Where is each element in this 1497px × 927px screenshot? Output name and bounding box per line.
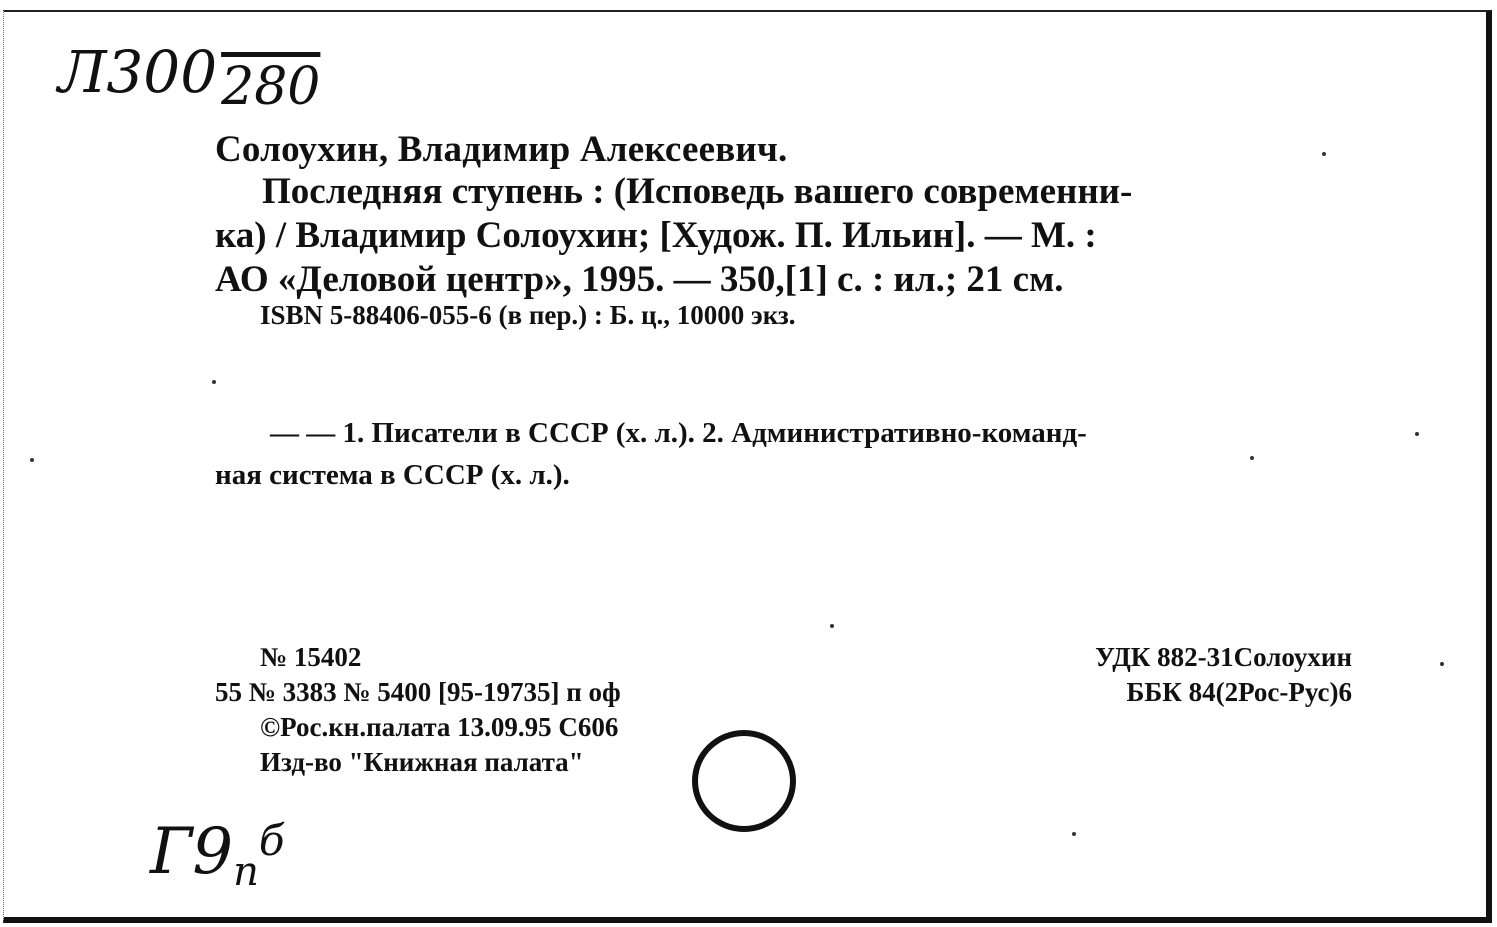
udk-code: УДК 882-31Солоухин [1095,642,1352,672]
description-line-1: Последняя ступень : (Исповедь вашего современни- [262,171,1133,212]
scan-speck [830,624,834,628]
imprint-copyright: ©Рос.кн.палата 13.09.95 С606 [260,712,619,742]
scan-speck [1072,832,1076,836]
classification-block [1095,640,1352,710]
bibliographic-description [215,170,1365,302]
scan-speck [30,458,34,462]
scan-speck [1322,152,1326,156]
subject-headings [215,412,1360,496]
isbn-line: ISBN 5-88406-055-6 (в пер.) : Б. ц., 10000 экз. [260,300,796,330]
scan-speck [1440,662,1444,666]
subject-line-2: ная система в СССР (х. л.). [215,459,570,491]
ink-circle-mark [692,730,796,832]
handwritten-code-bottom-sub: п [233,849,259,895]
imprint-order-numbers: № 3383 № 5400 [95-19735] п оф [248,677,621,707]
description-line-2: ка) / Владимир Солоухин; [Худож. П. Ильин]. — М. : [215,215,1097,256]
handwritten-code-bottom-sup: б [258,816,285,865]
handwritten-code-bottom [150,815,285,895]
bbk-code: ББК 84(2Рос-Рус)6 [1126,677,1352,707]
imprint-record-number: № 15402 [260,642,362,672]
scan-speck [1250,456,1254,460]
handwritten-code-top-secondary: 280 [221,57,321,117]
scan-speck [212,380,216,384]
imprint-order-line [215,675,621,710]
imprint-block [215,640,621,780]
subject-line-1: — — 1. Писатели в СССР (х. л.). 2. Административно-команд- [270,417,1087,449]
author-heading: Солоухин, Владимир Алексеевич. [215,129,788,170]
handwritten-code-top-main: Л300 [58,38,218,106]
imprint-publisher: Изд-во "Книжная палата" [260,747,584,777]
handwritten-code-bottom-main: Г9 [150,815,234,889]
handwritten-code-top [58,38,321,117]
scan-speck [1415,432,1419,436]
description-line-3: АО «Деловой центр», 1995. — 350,[1] с. : ил.; 21 см. [215,259,1064,300]
imprint-order-prefix: 55 [215,677,242,707]
